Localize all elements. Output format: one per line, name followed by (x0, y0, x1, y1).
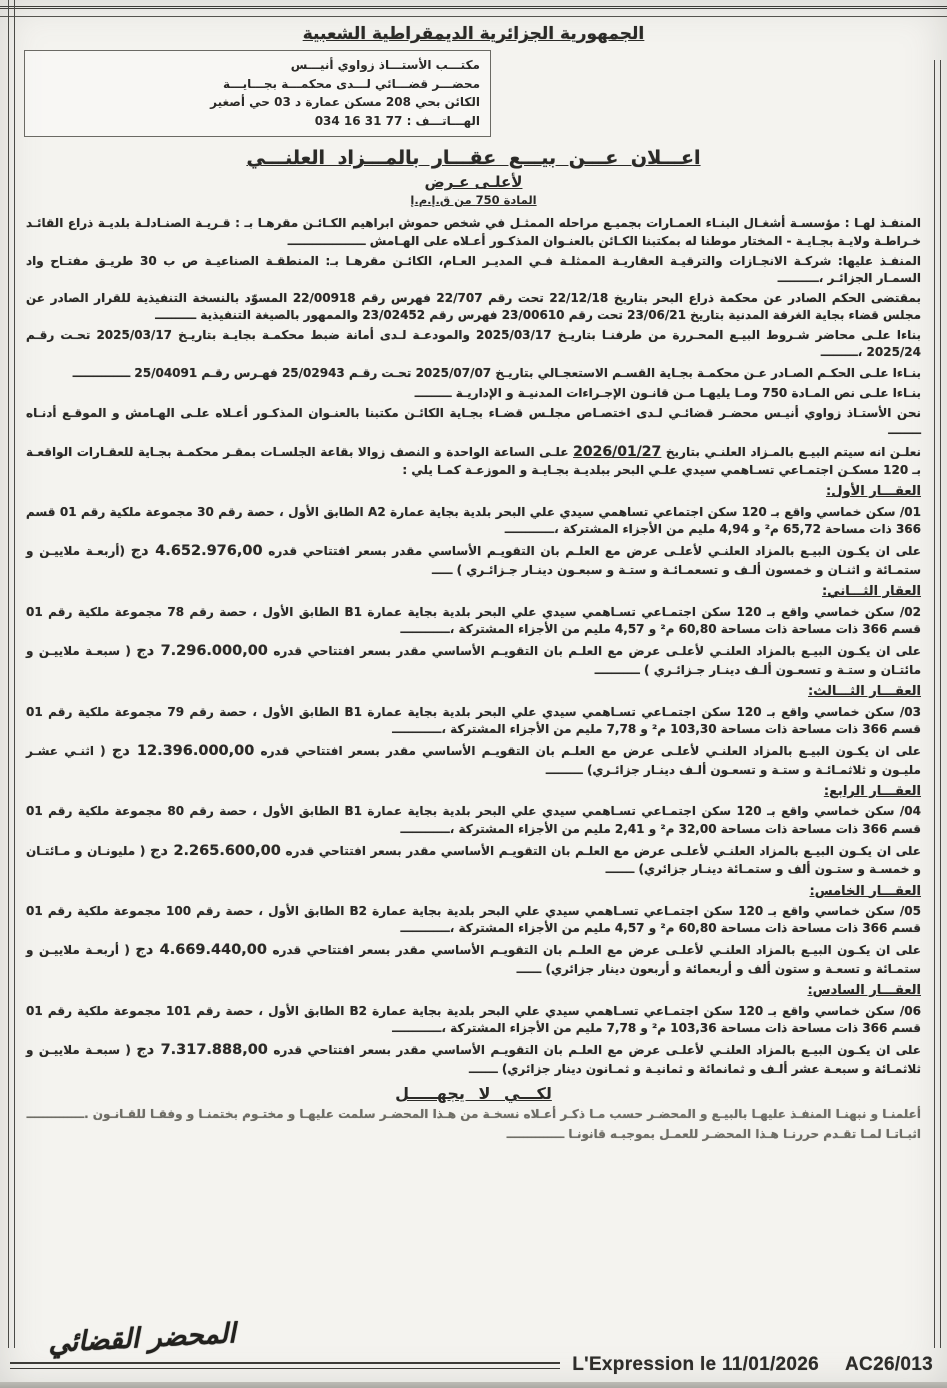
right-border-rule (934, 60, 941, 1348)
bailiff-signature: المحضر القضائي (47, 1318, 237, 1359)
title-block (26, 147, 921, 207)
opening-price-amount: 7.317.888,00 دج (136, 1042, 268, 1059)
property-price-line (26, 1040, 921, 1078)
bailiff-office-box (24, 50, 491, 137)
price-text-after: ( مليونـان و مـائتـان و خمسـة و ستـون ألف و ستمـائة دينـار جزائري) ـــــــ (26, 843, 921, 877)
price-text-before: على ان يكـون البيـع بالمزاد العلنـي لأعلـى عرض مع العلـم بان التقويـم الأساسي مقدر بسعر افتتاحي قدره (266, 943, 921, 958)
property-heading: العقـــار السادس: (807, 983, 921, 999)
price-text-before: على ان يكـون البيـع بالمزاد العلنـي لأعلـى عرض مع العلـم بان التقويـم الأساسي مقدر بسعر افتتاحي قدره (254, 743, 921, 758)
republic-title: الجمهورية الجزائرية الديمقراطية الشعبية (302, 24, 645, 44)
property-section-3 (26, 683, 921, 779)
property-heading: العقـــار الرابع: (823, 783, 921, 799)
intro-paragraphs (26, 215, 921, 479)
announcement-reference: AC26/013 (845, 1354, 933, 1375)
closing-notification: أعلمنـا و نبهنـا المنفـذ عليهـا بالبيـع و المحضـر حسب مـا ذكـر أعـلاه نسخـة من هـذا المحضـر سلمت عليهـا و مختـوم بختمنـا و وفقـا للقـانـون .ــــــــــــــ (26, 1107, 921, 1122)
sale-conditions-reference: بناءا علـى محاضر شـروط البيـع المحـررة من طرفنـا بتاريـخ 2025/03/17 والمودعـة لـدى أمانة ضبط محكمـة بجايـة بتاريـخ 2025/03/17 تحـت رقـم 2025/24 ،ـــــــــ (26, 328, 921, 360)
price-text-after: ( سبعـة ملاييـن و ثلاثمـائة و سبعـة عشر ألـف و ثمانمائة و ثمانيـة و ثمـانون دينار جزائري) ـــــــ (26, 1043, 921, 1076)
property-price-line (26, 841, 921, 879)
property-heading: العقار الثـــاني: (821, 584, 921, 600)
property-price-line (26, 641, 921, 679)
property-price-line (26, 741, 921, 779)
notice-subtitle-article: المادة 750 من ق.إ.م.إ (410, 193, 537, 208)
document-content (26, 20, 921, 1146)
scan-edge-strip (0, 1382, 947, 1388)
property-section-4 (26, 783, 921, 879)
auction-announcement (26, 442, 921, 479)
left-border-rule (8, 0, 15, 1348)
notice-title: اعـــلان عـــن بيـــع عقـــار بالمـــزاد العلنـــي (246, 147, 701, 170)
property-description: 03/ سكن خماسي واقع بـ 120 سكن اجتمـاعي تسـاهمي سيدي علي البحر بلدية بجاية عمارة B1 الطابق الأول ، حصة رقم 79 مجموعة ملكية رقم 01 قسم 366 ذات مساحة ذات مساحة 103,30 م² و 7,78 مليم من الأجزاء المشتركة ،ــــــــــــ (26, 704, 921, 736)
price-text-after: ( سبعـة ملاييـن و مائتـان و ستـة و تسعـون ألـف دينـار جـزائـري ) ـــــــــــ (26, 644, 921, 677)
office-role: محضـــر قضـــائي لـــدى محكمـــة بجـــايـــة (223, 76, 480, 91)
opening-price-amount: 4.652.976,00 دج (130, 543, 263, 560)
office-name: مكتـــب الأستـــاذ زواوي أنيـــس (290, 58, 480, 72)
announce-text-before: نعلـن انه سيتم البيـع بالمـزاد العلنـي بتاريخ (661, 445, 921, 460)
property-section-6 (26, 982, 921, 1078)
property-heading: العقـــار الأول: (826, 484, 921, 500)
property-description: 01/ سكن خماسي واقع بـ 120 سكن اجتماعي تساهمي سيدي علي البحر بلدية بجاية عمارة A2 الطابق الأول ، حصة رقم 30 مجموعة ملكية رقم 01 قسم 366 ذات مساحة 65,72 م² و 4,94 مليم من الأجزاء المشتركة ،ــــــــــــ (26, 505, 921, 537)
newspaper-name-date: L'Expression le 11/01/2026 (572, 1354, 820, 1375)
price-text-after: (أربعـة ملاييـن و ستمـائة و اثنـان و خمسون ألـف و تسعمـائـة و ستـة و سبعـون دينـار جـزائـري ) ـــــ (26, 544, 921, 578)
opening-price-amount: 2.265.600,00 دج (150, 842, 281, 859)
article-reference: بنـاءا علـى نص المـادة 750 ومـا يليهـا مـن قانـون الإجـراءات المدنيـة و الإداريـة ـــــــــ (414, 385, 921, 400)
bailiff-declaration: نحن الأستـاذ زواوي أنيـس محضـر قضائـي لـدى اختصـاص مجلـس قضـاء بجـاية الكائـن مكتبنا بالعنـوان المذكـور أعـلاه علـى الهـامش و الموقـع أدنـاه ــــــــ (26, 405, 921, 438)
urgent-ruling-reference: بنـاءا علـى الحكـم الصـادر عـن محكمـة بجـاية القسـم الاستعجـالي بتاريـخ 2025/07/07 تحـت رقـم 25/02943 فهـرس رقـم 25/04091 ــــــــــــــ (72, 365, 921, 380)
property-description: 06/ سكن خماسي واقع بـ 120 سكن اجتمـاعي تسـاهمي سيدي علي البحر بلدية بجاية عمارة B2 الطابق الأول ، حصة رقم 101 مجموعة ملكية رقم 01 قسم 366 ذات مساحة ذات مساحة 103,36 م² و 7,78 مليم من الأجزاء المشتركة ،ــــــــــــ (26, 1003, 921, 1036)
property-description: 02/ سكن خماسي واقع بـ 120 سكن اجتمـاعي تسـاهمي سيدي علي البحر بلدية بجاية عمارة B1 الطابق الأول ، حصة رقم 78 مجموعة ملكية رقم 01 قسم 366 ذات مساحة ذات مساحة 60,80 م² و 4,57 مليم من الأجزاء المشتركة ،ــــــــــــ (26, 604, 921, 636)
property-heading: العقـــار الخامس: (809, 883, 921, 899)
party-executed-for: المنفـذ لهـا : مؤسسـة أشغـال البنـاء العمـارات بجميـع مراحله الممثـل في شخص حموش ابراهيم الكـائـن مقرهـا بـ : قـريـة الصنـادلـة بلديـة ذراع القائـد خـراطـة ولايـة بجـايـة - المختار موطنا له بمكتبنا الكـائن بالعنـوان المذكـور أعـلاه على الهـامش ـــــــــــــــــــ (26, 216, 921, 248)
phone-number: 034 16 31 77 (314, 113, 403, 128)
phone-label: الهـــاتـــف : (406, 113, 480, 128)
property-section-2 (26, 583, 921, 679)
judgment-reference: بمقتضى الحكم الصادر عن محكمة ذراع البحر بتاريخ 22/12/18 تحت رقم 22/707 فهرس رقم 22/00918 المسوّد بالنسخة التنفيذية للقرار الصادر عن مجلس قضاء بجاية الغرفة المدنية بتاريخ 23/06/21 تحت رقم 23/00610 فهرس رقم 23/02452 والممهور بالصيغة التنفيذية ــــــــــ (26, 291, 921, 323)
property-heading: العقـــار الثـــالث: (808, 683, 921, 699)
newspaper-credit (0, 1350, 947, 1380)
auction-date: 2026/01/27 (573, 444, 662, 461)
price-text-before: على ان يكـون البيـع بالمزاد العلنـي لأعلـى عرض مع العلـم بان التقويـم الأساسي مقدر بسعر افتتاحي قدره (267, 644, 921, 659)
property-price-line (26, 541, 921, 579)
price-text-after: ( اثنـي عشـر مليـون و ثلاثمـائـة و ستـة و تسعـون ألـف دينـار جزائـري) ـــــــــ (26, 743, 921, 777)
property-description: 04/ سكن خماسي واقع بـ 120 سكن اجتمـاعي تسـاهمي سيدي علي البحر بلدية بجاية عمارة B1 الطابق الأول ، حصة رقم 80 مجموعة ملكية رقم 01 قسم 366 ذات مساحة ذات مساحة 32,00 م² و 2,41 مليم من الأجزاء المشتركة ،ــــــــــــ (26, 804, 921, 836)
property-section-1 (26, 483, 921, 579)
party-executed-against: المنفـذ عليها: شركـة الانجـازات والترقيـة العقاريـة الممثلـة فـي المديـر العـام، الكائـن مقرهـا بـ: المنطقـة الصناعيـة ص ب 30 طريـق مفتـاح واد السمـار الجزائـر ،ــــــــــ (26, 253, 921, 285)
price-text-before: على ان يكـون البيـع بالمزاد العلنـي لأعلـى عرض مع العلـم بان التقويـم الأساسي مقدر بسعر افتتاحي قدره (262, 544, 921, 559)
opening-price-amount: 4.669.440,00 دج (135, 942, 267, 959)
price-text-before: على ان يكـون البيـع بالمزاد العلنـي لأعلـى عرض مع العلـم بان التقويـم الأساسي مقدر بسعر افتتاحي قدره (280, 843, 921, 858)
footer-rule (10, 1362, 560, 1369)
closing-paragraphs (26, 1106, 921, 1143)
opening-price-amount: 7.296.000,00 دج (136, 643, 268, 660)
opening-price-amount: 12.396.000,00 دج (111, 742, 255, 759)
property-section-5 (26, 883, 921, 979)
properties-list (26, 483, 921, 1078)
price-text-before: على ان يكـون البيـع بالمزاد العلنـي لأعلـى عرض مع العلـم بان التقويـم الأساسي مقدر بسعر افتتاحي قدره (267, 1043, 921, 1058)
top-border-rule (0, 6, 947, 17)
announce-text-after: علـى الساعة الواحدة و النصف زوالا بقاعة الجلسـات بمقـر محكمـة بجـاية للعقـارات الواقعـة بـ 120 مسكـن اجتمـاعي تسـاهمي سيدي علـي البحر ببلديـة بجـايـة و الموزعـة كمـا يلي : (26, 445, 921, 478)
notice-subtitle-highest-bid: لأعلـى عـرض (424, 173, 523, 192)
property-price-line (26, 940, 921, 978)
office-phone-line (35, 112, 480, 131)
office-address: الكائن بحي 208 مسكن عمارة د 03 حي أصغير (210, 95, 480, 110)
closing-attestation: اثبـاتـا لمـا تقـدم حررنـا هـذا المحضـر للعمـل بموجبـه قانونـا ــــــــــــــ (506, 1127, 921, 1142)
property-description: 05/ سكن خماسي واقع بـ 120 سكن اجتمـاعي تسـاهمي سيدي علي البحر بلدية بجاية عمارة B2 الطابق الأول ، حصة رقم 100 مجموعة ملكية رقم 01 قسم 366 ذات مساحة ذات مساحة 60,80 م² و 4,57 مليم من الأجزاء المشتركة ،ــــــــــــ (26, 904, 921, 936)
price-text-after: ( أربعـة ملاييـن و ستمـائة و تسعـة و ستون ألف و أربعمائة و أربعون دينار جزائري) ــــــ (26, 943, 921, 977)
lest-it-be-unknown-heading: لكـــي لا يجهـــــل (395, 1084, 552, 1104)
